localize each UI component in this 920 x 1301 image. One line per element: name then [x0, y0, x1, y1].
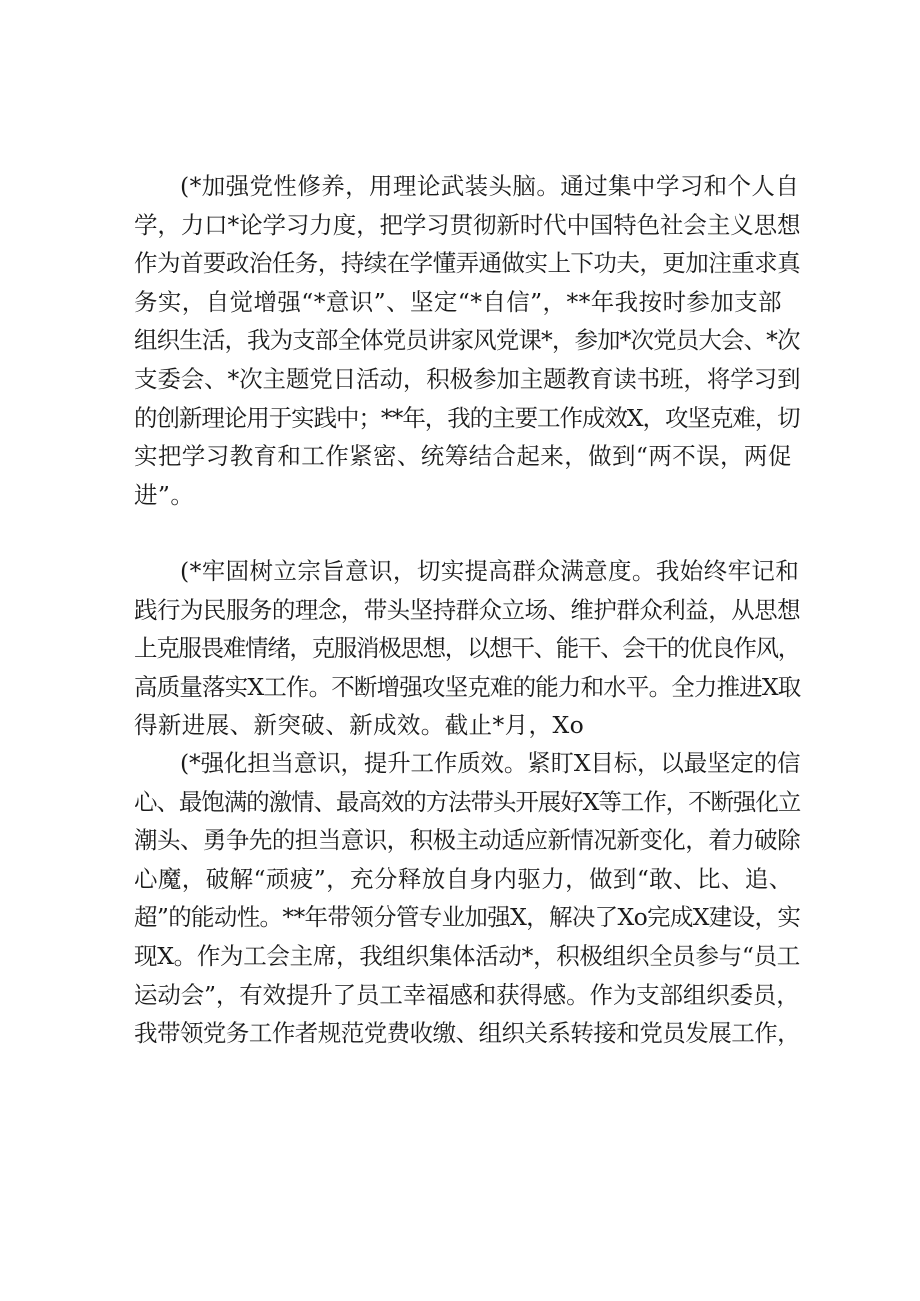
- text-line: 运动会”，有效提升了员工幸福感和获得感。作为支部组织委员，: [134, 980, 800, 1009]
- text-line: 支委会、*次主题党日活动，积极参加主题教育读书班，将学习到: [134, 364, 801, 393]
- text-line: 践行为民服务的理念，带头坚持群众立场、维护群众利益，从思想: [134, 595, 801, 624]
- text-line: 的创新理论用于实践中；**年，我的主要工作成效X，攻坚克难，切: [134, 403, 800, 432]
- text-line: 潮头、勇争先的担当意识，积极主动适应新情况新变化，着力破除: [134, 826, 801, 855]
- text-line: 得新进展、新突破、新成效。截止*月，Xo: [134, 711, 585, 740]
- text-line: 心、最饱满的激情、最高效的方法带头开展好X等工作，不断强化立: [134, 787, 801, 816]
- text-line: 现X。作为工会主席，我组织集体活动*，积极组织全员参与“员工: [134, 941, 800, 970]
- text-line: 组织生活，我为支部全体党员讲家风党课*，参加*次党员大会、*次: [134, 326, 800, 355]
- paragraph-responsibility: [134, 744, 800, 1053]
- paragraph-service-awareness: [134, 552, 800, 745]
- text-line: 作为首要政治任务，持续在学懂弄通做实上下功夫，更加注重求真: [134, 249, 801, 278]
- text-line: 超”的能动性。**年带领分管专业加强X，解决了Xo完成X建设，实: [134, 903, 801, 932]
- text-line: 我带领党务工作者规范党费收缴、组织关系转接和党员发展工作，: [134, 1019, 801, 1048]
- text-line: 学，力口*论学习力度，把学习贯彻新时代中国特色社会主义思想: [134, 210, 801, 239]
- text-line: 进”。: [134, 480, 195, 509]
- paragraph-party-spirit: [134, 167, 800, 514]
- text-line: 务实，自觉增强“*意识”、坚定“*自信”，**年我按时参加支部: [134, 287, 782, 316]
- text-line: (*加强党性修养，用理论武装头脑。通过集中学习和个人自: [180, 172, 800, 200]
- text-line: 实把学习教育和工作紧密、统筹结合起来，做到“两不误，两促: [134, 442, 792, 471]
- text-line: 心魔，破解“顽疲”，充分释放自身内驱力，做到“敢、比、追、: [134, 864, 793, 893]
- text-line: 高质量落实X工作。不断增强攻坚克难的能力和水平。全力推进X取: [134, 672, 801, 701]
- text-line: (*牢固树立宗旨意识，切实提高群众满意度。我始终牢记和: [180, 557, 800, 585]
- text-line: 上克服畏难情绪，克服消极思想，以想干、能干、会干的优良作风，: [134, 634, 800, 663]
- text-line: (*强化担当意识，提升工作质效。紧盯X目标，以最坚定的信: [180, 749, 801, 777]
